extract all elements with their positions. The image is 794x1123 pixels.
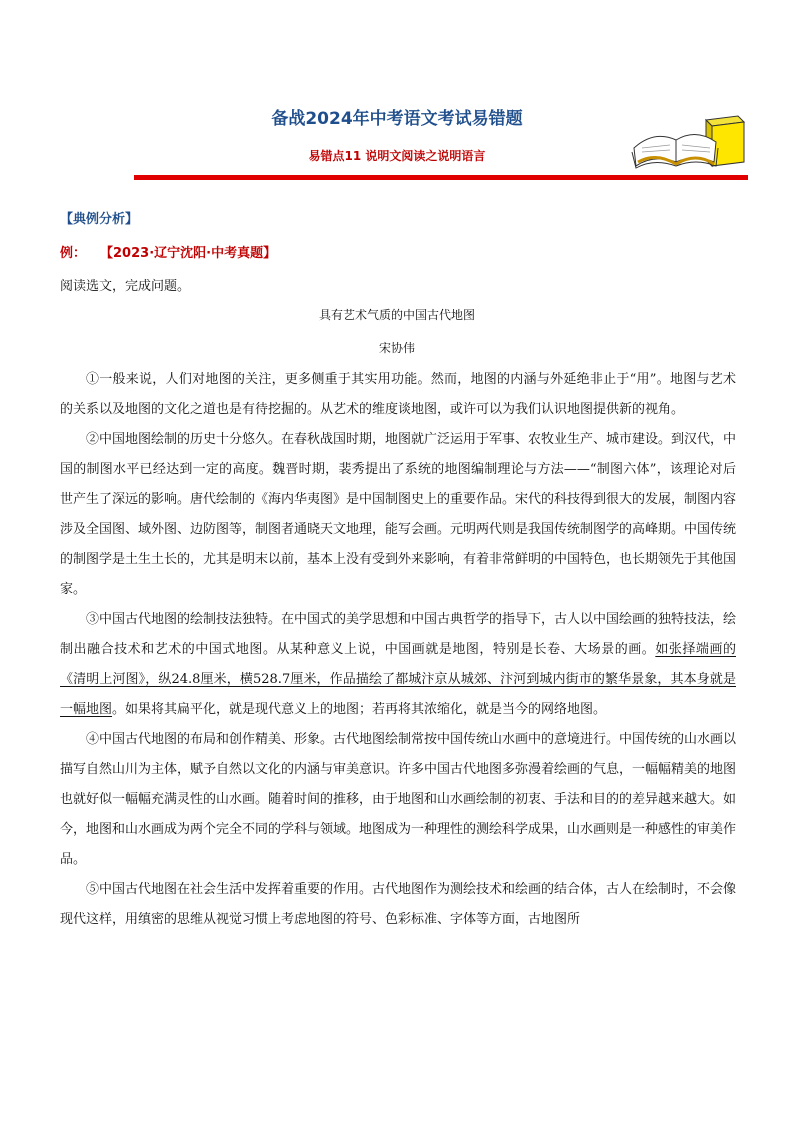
paragraph-3	[60, 605, 736, 725]
example-prefix: 例：	[60, 246, 87, 261]
paragraph-5: ⑤中国古代地图在社会生活中发挥着重要的作用。古代地图作为测绘技术和绘画的结合体，古人在绘制时，不会像现代这样，用缜密的思维从视觉习惯上考虑地图的符号、色彩标准、字体等方面，古地图所	[60, 882, 737, 927]
section-label: 【典例分析】	[60, 212, 139, 227]
document-title: 备战2024年中考语文考试易错题	[271, 109, 523, 129]
example-source: 【2023·辽宁沈阳·中考真题】	[100, 246, 277, 261]
book-icon	[628, 112, 748, 172]
instruction-text: 阅读选文，完成问题。	[60, 279, 191, 294]
article-body	[60, 365, 736, 935]
paragraph-3-part-b: 。如果将其扁平化，就是现代意义上的地图；若再将其浓缩化，就是当今的网络地图。	[112, 702, 607, 717]
paragraph-3-part-a: ③中国古代地图的绘制技法独特。在中国式的美学思想和中国古典哲学的指导下，古人以中国绘画的独特技法，绘制出融合技术和艺术的中国式地图。从某种意义上说，中国画就是地图，特别是长卷、大场景的画。	[60, 612, 737, 657]
underlined-sentence: 如张择端画的《清明上河图》，纵24.8厘米，横528.7厘米，作品描绘了都城汴京从城郊、汴河到城内街市的繁华景象，其本身就是一幅地图	[60, 642, 736, 717]
article-author: 宋协伟	[378, 341, 415, 355]
paragraph-1: ①一般来说，人们对地图的关注，更多侧重于其实用功能。然而，地图的内涵与外延绝非止于“用”。地图与艺术的关系以及地图的文化之道也是有待挖掘的。从艺术的维度谈地图，或许可以为我们认识地图提供新的视角。	[60, 372, 736, 417]
example-heading	[60, 242, 276, 261]
article-title: 具有艺术气质的中国古代地图	[318, 308, 475, 322]
paragraph-4: ④中国古代地图的布局和创作精美、形象。古代地图绘制常按中国传统山水画中的意境进行。中国传统的山水画以描写自然山川为主体，赋予自然以文化的内涵与审美意识。许多中国古代地图多弥漫着绘画的气息，一幅幅精美的地图也就好似一幅幅充满灵性的山水画。随着时间的推移，由于地图和山水画绘制的初衷、手法和目的的差异越来越大。如今，地图和山水画成为两个完全不同的学科与领域。地图成为一种理性的测绘科学成果，山水画则是一种感性的审美作品。	[60, 732, 737, 867]
paragraph-2: ②中国地图绘制的历史十分悠久。在春秋战国时期，地图就广泛运用于军事、农牧业生产、城市建设。到汉代，中国的制图水平已经达到一定的高度。魏晋时期，裴秀提出了系统的地图编制理论与方法——“制图六体”，该理论对后世产生了深远的影响。唐代绘制的《海内华夷图》是中国制图史上的重要作品。宋代的科技得到很大的发展，制图内容涉及全国图、域外图、边防图等，制图者通晓天文地理，能写会画。元明两代则是我国传统制图学的高峰期。中国传统的制图学是土生土长的，尤其是明末以前，基本上没有受到外来影响，有着非常鲜明的中国特色，也长期领先于其他国家。	[60, 432, 737, 597]
header-divider	[134, 175, 748, 180]
document-subtitle: 易错点11 说明文阅读之说明语言	[308, 149, 486, 163]
